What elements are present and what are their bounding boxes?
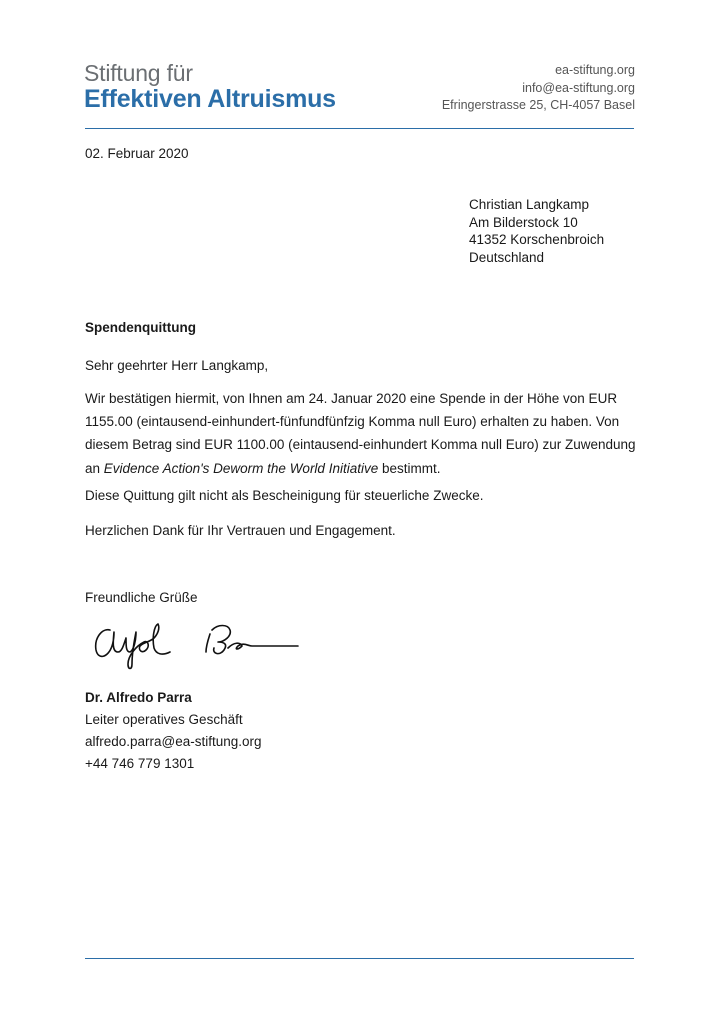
recipient-city: 41352 Korschenbroich (469, 232, 605, 247)
letterhead-contact (442, 62, 635, 115)
footer-divider (85, 958, 634, 959)
contact-email-link[interactable]: info@ea-stiftung.org (522, 80, 635, 95)
body-paragraph-2: Diese Quittung gilt nicht als Bescheinigung für steuerliche Zwecke. (85, 488, 484, 503)
website-link[interactable]: ea-stiftung.org (555, 63, 635, 77)
org-address: Efringerstrasse 25, CH-4057 Basel (441, 98, 635, 112)
sender-name: Dr. Alfredo Parra (85, 690, 192, 705)
sender-email-link[interactable]: alfredo.parra@ea-stiftung.org (85, 734, 262, 749)
header-divider (85, 128, 634, 129)
recipient-street: Am Bilderstock 10 (469, 214, 578, 230)
recipient-country: Deutschland (469, 249, 545, 265)
paragraph1-text-before: Wir bestätigen hiermit, von Ihnen am 24. Januar 2020 eine Spende in der Höhe von EUR 1155.00 (eintausend-einhundert-fünfundfünfzig Komma null Euro) erhalten zu haben. Von diesem Betrag sind EUR 1100.00 (eintausend-einhundert Komma null Euro) zur Zuwendung an (85, 391, 636, 476)
letter-date: 02. Februar 2020 (85, 146, 189, 161)
org-logo-line2: Effektiven Altruismus (84, 85, 336, 113)
sender-phone: +44 746 779 1301 (85, 756, 195, 771)
handwritten-signature (88, 612, 308, 672)
letter-subject: Spendenquittung (85, 320, 196, 335)
body-paragraph-3: Herzlichen Dank für Ihr Vertrauen und Engagement. (85, 523, 396, 538)
recipient-name: Christian Langkamp (469, 197, 590, 212)
paragraph1-emphasis: Evidence Action's Deworm the World Initiative (103, 460, 379, 476)
recipient-address (469, 196, 604, 266)
body-paragraph-1 (85, 387, 645, 480)
org-logo-line1: Stiftung für (84, 60, 193, 86)
closing-phrase: Freundliche Grüße (85, 590, 198, 605)
sender-title: Leiter operatives Geschäft (85, 712, 243, 727)
paragraph1-text-after: bestimmt. (378, 460, 441, 476)
sender-signature-block (85, 687, 262, 775)
salutation: Sehr geehrter Herr Langkamp, (85, 358, 269, 373)
